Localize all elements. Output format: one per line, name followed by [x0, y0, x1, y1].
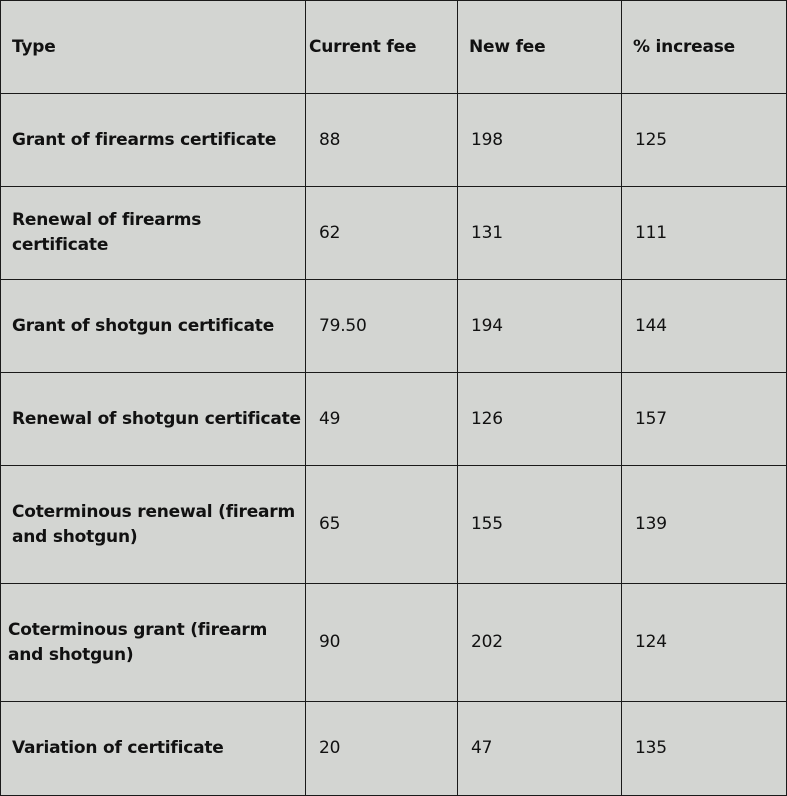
- table-row: [1, 466, 787, 584]
- table-row: [1, 584, 787, 702]
- increase-cell: 125: [622, 94, 787, 187]
- header-current-fee: Current fee: [306, 1, 458, 94]
- type-cell: Renewal of firearms certificate: [1, 187, 306, 280]
- new-fee-cell: 198: [458, 94, 622, 187]
- header-type: Type: [1, 1, 306, 94]
- new-fee-cell: 47: [458, 702, 622, 796]
- type-cell: Coterminous renewal (firearm and shotgun): [1, 466, 306, 584]
- current-fee-cell: 90: [306, 584, 458, 702]
- new-fee-cell: 155: [458, 466, 622, 584]
- table-row: [1, 187, 787, 280]
- type-cell: Coterminous grant (firearm and shotgun): [1, 584, 306, 702]
- type-cell: Grant of firearms certificate: [1, 94, 306, 187]
- type-cell: Renewal of shotgun certificate: [1, 373, 306, 466]
- current-fee-cell: 20: [306, 702, 458, 796]
- increase-cell: 157: [622, 373, 787, 466]
- increase-cell: 144: [622, 280, 787, 373]
- increase-cell: 139: [622, 466, 787, 584]
- current-fee-cell: 49: [306, 373, 458, 466]
- increase-cell: 135: [622, 702, 787, 796]
- table-row: [1, 702, 787, 796]
- current-fee-cell: 65: [306, 466, 458, 584]
- current-fee-cell: 62: [306, 187, 458, 280]
- current-fee-cell: 88: [306, 94, 458, 187]
- new-fee-cell: 194: [458, 280, 622, 373]
- header-new-fee: New fee: [458, 1, 622, 94]
- table-row: [1, 280, 787, 373]
- table-row: [1, 94, 787, 187]
- type-cell: Variation of certificate: [1, 702, 306, 796]
- new-fee-cell: 202: [458, 584, 622, 702]
- header-row: [1, 1, 787, 94]
- header-increase: % increase: [622, 1, 787, 94]
- new-fee-cell: 131: [458, 187, 622, 280]
- new-fee-cell: 126: [458, 373, 622, 466]
- increase-cell: 124: [622, 584, 787, 702]
- current-fee-cell: 79.50: [306, 280, 458, 373]
- type-cell: Grant of shotgun certificate: [1, 280, 306, 373]
- table-row: [1, 373, 787, 466]
- increase-cell: 111: [622, 187, 787, 280]
